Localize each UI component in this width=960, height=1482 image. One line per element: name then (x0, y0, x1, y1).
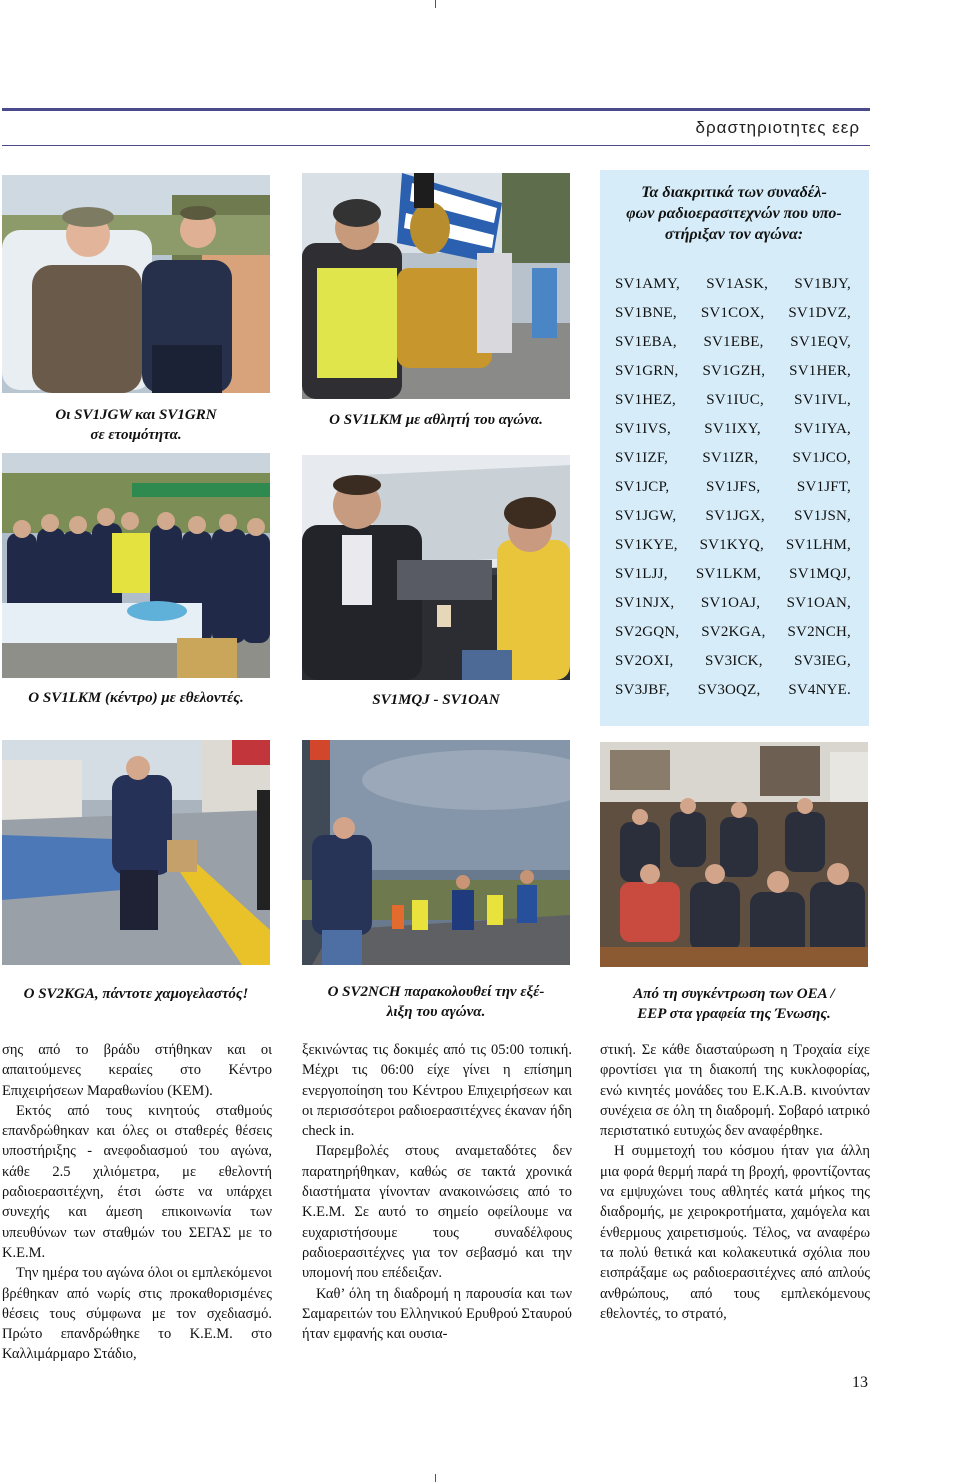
body-paragraph: Η συμμετοχή του κόσμου ήταν για άλλη μια φορά θερμή παρά τη βροχή, φροντίζοντας να εμψυχώνει τους αθλητές κατά μήκος της διαδρομής, με χειροκροτήματα, χαμόγελα και ένθερμους χαιρετισμούς. Τέλος, να αναφέρω τα πολύ θετικά και κολακευτικά σχόλια που εισπράξαμε ως ραδιοερασιτέχνες από απλούς ανθρώπους, από τους εμπλεκόμενους εθελοντές, το στρατό, (600, 1143, 870, 1322)
callsign-line: SV2GQN, SV2KGA, SV2NCH, (615, 624, 851, 640)
callsign-line: SV1AMY, SV1ASK, SV1BJY, (615, 276, 851, 292)
body-column-2 (302, 1040, 572, 1344)
box-title-line: Τα διακριτικά των συναδέλ- (641, 184, 827, 201)
photo-sv1lkm-athlete (302, 173, 570, 399)
callsign-line: SV1LJJ, SV1LKM, SV1MQJ, (615, 566, 851, 582)
caption-line: λιξη του αγώνα. (386, 1004, 486, 1020)
section-title: δραστηριοτητες εερ (695, 118, 860, 137)
photo-oea-eer-meeting (600, 742, 868, 967)
callsign-box-title (614, 182, 854, 245)
caption-line: Οι SV1JGW και SV1GRN (55, 407, 217, 423)
body-column-1 (2, 1040, 272, 1365)
crop-mark (435, 1474, 436, 1482)
callsign-box (600, 170, 869, 726)
body-paragraph: Την ημέρα του αγώνα όλοι οι εμπλεκόμενοι βρέθηκαν από νωρίς στις προκαθορισμένες θέσεις τους σύμφωνα με τον σχεδιασμό. Πρώτο επανδρώθηκε το Κ.Ε.Μ. στο Καλλιμάρμαρο Στάδιο, (2, 1265, 272, 1363)
caption-line: Από τη συγκέντρωση των ΟΕΑ / (633, 986, 835, 1002)
photo-sv2nch-runners (302, 740, 570, 965)
photo-caption: Ο SV2KGA, πάντοτε χαμογελαστός! (23, 986, 249, 1002)
body-paragraph: Εκτός από τους κινητούς σταθμούς επανδρώθηκαν και όλες οι σταθερές θέσεις υποστήριξης - ανεφοδιασμού του αγώνα, κάθε 2.5 χιλιόμετρα, με εθελοντή ραδιοερασιτέχνη, έτσι ώστε να υπάρχει συνεχής και άμεση επικοινωνία των υπευθύνων των σταθμών του ΣΕΓΑΣ με το Κ.Ε.Μ. (2, 1102, 272, 1261)
caption-line: σε ετοιμότητα. (90, 427, 182, 443)
callsign-line: SV1JCP, SV1JFS, SV1JFT, (615, 479, 851, 495)
photo-caption (600, 984, 868, 1024)
box-title-line: φων ραδιοερασιτεχνών που υπο- (626, 205, 842, 222)
callsign-line: SV2OXI, SV3ICK, SV3IEG, (615, 653, 851, 669)
photo-caption (302, 982, 570, 1022)
callsign-line: SV1BNE, SV1COX, SV1DVZ, (615, 305, 851, 321)
caption-line: ΕΕΡ στα γραφεία της Ένωσης. (637, 1006, 831, 1022)
photo-caption: SV1MQJ - SV1OAN (372, 692, 500, 708)
callsign-line: SV1IZF, SV1IZR, SV1JCO, (615, 450, 851, 466)
box-title-line: στήριξαν τον αγώνα: (664, 226, 804, 243)
header-rule-bottom (2, 145, 870, 146)
header-rule (2, 108, 870, 111)
photo-sv2kga (2, 740, 270, 965)
photo-sv1lkm-volunteers (2, 453, 270, 678)
body-paragraph: ξεκινώντας τις δοκιμές από τις 05:00 τοπική. Μέχρι τις 06:00 είχε γίνει η επίσημη ενεργοποίηση του Κέντρου Επιχειρήσεων και οι περισσότεροι ραδιοερασιτέχνες έκαναν ήδη check in. (302, 1042, 572, 1140)
photo-sv1jgw-sv1grn (2, 175, 270, 393)
callsign-line: SV1IVS, SV1IXY, SV1IYA, (615, 421, 851, 437)
caption-line: Ο SV2NCH παρακολουθεί την εξέ- (327, 984, 545, 1000)
photo-caption: Ο SV1LKM με αθλητή του αγώνα. (329, 412, 543, 428)
body-paragraph: σης από το βράδυ στήθηκαν και οι απαιτούμενες κεραίες στο Κέντρο Επιχειρήσεων Μαραθωνίου (ΚΕΜ). (2, 1042, 272, 1099)
callsign-line: SV3JBF, SV3OQZ, SV4NYE. (615, 682, 851, 698)
callsign-line: SV1HEZ, SV1IUC, SV1IVL, (615, 392, 851, 408)
body-paragraph: Παρεμβολές στους αναμεταδότες δεν παρατηρήθηκαν, καθώς σε τακτά χρονικά διαστήματα γίνονταν ανακοινώσεις από το Κ.Ε.Μ. Σε αυτό το σημείο οφείλουμε να ευχαριστήσουμε τους συναδέλφους ραδιοερασιτέχνες για τον σεβασμό και την υπομονή που επέδειξαν. (302, 1143, 572, 1282)
photo-caption (2, 405, 270, 445)
callsign-line: SV1JGW, SV1JGX, SV1JSN, (615, 508, 851, 524)
photo-caption: Ο SV1LKM (κέντρο) με εθελοντές. (28, 690, 244, 706)
body-paragraph: Καθ’ όλη τη διαδρομή η παρουσία και των Σαμαρειτών του Ελληνικού Ερυθρού Σταυρού ήταν εμφανής και ουσια- (302, 1285, 572, 1343)
callsign-line: SV1EBA, SV1EBE, SV1EQV, (615, 334, 851, 350)
photo-sv1mqj-sv1oan (302, 455, 570, 680)
callsign-line: SV1NJX, SV1OAJ, SV1OAN, (615, 595, 851, 611)
callsign-line: SV1GRN, SV1GZH, SV1HER, (615, 363, 851, 379)
page-number: 13 (852, 1374, 868, 1391)
body-column-3 (600, 1040, 870, 1324)
body-paragraph: στική. Σε κάθε διασταύρωση η Τροχαία είχε φροντίσει για τη διακοπή της κυκλοφορίας, ενώ κινητές μονάδες του Ε.Κ.Α.Β. κινούνταν συνέχεια σε όλη τη διαδρομή. Σοβαρό ιατρικό περιστατικό ευτυχώς δεν αναφέρθηκε. (600, 1042, 870, 1140)
callsign-line: SV1KYE, SV1KYQ, SV1LHM, (615, 537, 851, 553)
crop-mark (435, 0, 436, 8)
